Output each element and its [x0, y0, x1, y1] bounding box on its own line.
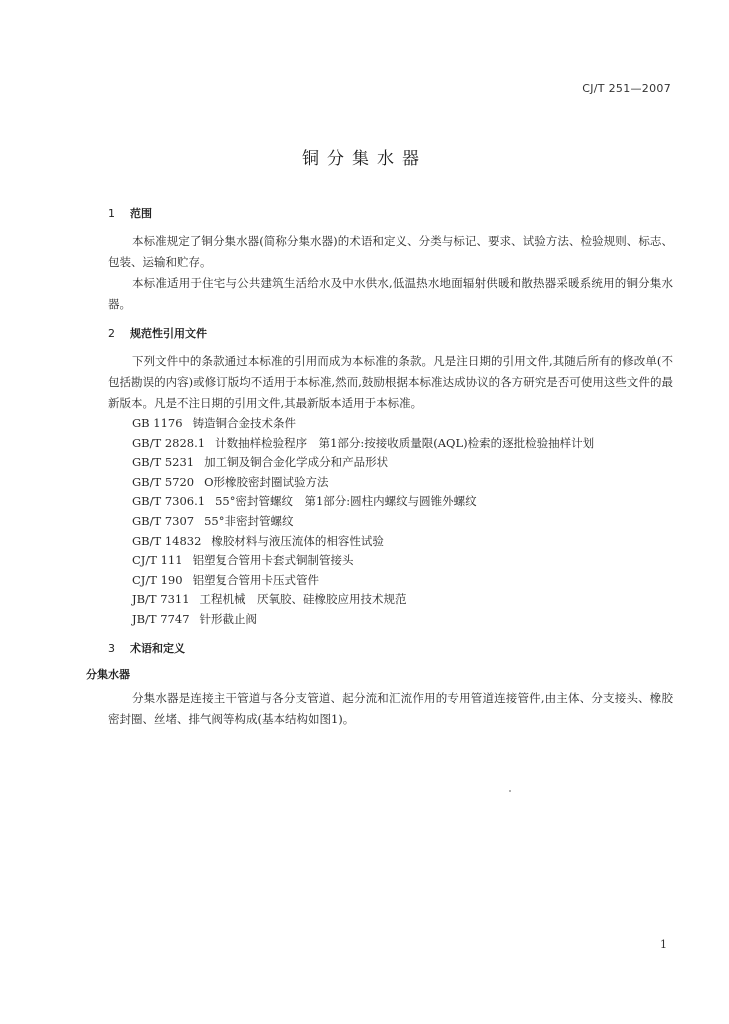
reference-code: JB/T 7747	[132, 611, 190, 626]
reference-code: GB/T 5720	[132, 474, 195, 489]
section-heading-scope	[108, 205, 673, 223]
reference-title: 55°密封管螺纹 第1部分:圆柱内螺纹与圆锥外螺纹	[215, 494, 477, 509]
reference-title: 加工铜及铜合金化学成分和产品形状	[204, 455, 389, 470]
reference-item	[132, 532, 673, 552]
reference-item	[132, 414, 673, 434]
reference-code: CJ/T 111	[132, 553, 183, 568]
reference-code: JB/T 7311	[132, 592, 190, 607]
section-title: 规范性引用文件	[130, 327, 207, 340]
scope-paragraph-1: 本标准规定了铜分集水器(简称分集水器)的术语和定义、分类与标记、要求、试验方法、检验规则、标志、包装、运输和贮存。	[108, 234, 673, 269]
reference-title: 计数抽样检验程序 第1部分:按接收质量限(AQL)检索的逐批检验抽样计划	[215, 435, 595, 450]
reference-code: GB/T 2828.1	[132, 435, 206, 450]
document-title: 铜分集水器	[302, 149, 427, 169]
scan-speck	[509, 790, 511, 792]
document-body	[86, 205, 673, 730]
reference-item	[132, 453, 673, 473]
reference-item	[132, 512, 673, 532]
reference-item	[132, 590, 673, 610]
section-number: 1	[108, 207, 115, 220]
normative-refs-intro: 下列文件中的条款通过本标准的引用而成为本标准的条款。凡是注日期的引用文件,其随后所有的修改单(不包括勘误的内容)或修订版均不适用于本标准,然而,鼓励根据本标准达成协议的各方研究是否可使用这些文件的最新版本。凡是不注日期的引用文件,其最新版本适用于本标准。	[108, 354, 673, 410]
reference-code: GB 1176	[132, 416, 183, 430]
reference-item	[132, 473, 673, 493]
standard-code: CJ/T 251—2007	[582, 82, 671, 95]
page-number: 1	[660, 938, 667, 951]
reference-title: 铸造铜合金技术条件	[192, 416, 297, 430]
reference-title: 橡胶材料与液压流体的相容性试验	[211, 533, 384, 548]
term-definition: 分集水器是连接主干管道与各分支管道、起分流和汇流作用的专用管道连接管件,由主体、分支接头、橡胶密封圈、丝堵、排气阀等构成(基本结构如图1)。	[108, 690, 673, 726]
section-heading-terms	[108, 640, 673, 658]
reference-list	[108, 414, 673, 630]
reference-title: 铝塑复合管用卡套式铜制管接头	[192, 553, 354, 568]
reference-code: GB/T 14832	[132, 533, 202, 548]
reference-code: CJ/T 190	[132, 572, 183, 587]
section-heading-normative-refs	[108, 325, 673, 343]
reference-title: 铝塑复合管用卡压式管件	[192, 572, 320, 587]
section-title: 术语和定义	[130, 641, 185, 655]
reference-item	[132, 610, 673, 630]
reference-code: GB/T 7307	[132, 513, 195, 528]
section-number: 2	[108, 327, 115, 340]
reference-item	[132, 492, 673, 512]
scope-paragraph-2: 本标准适用于住宅与公共建筑生活给水及中水供水,低温热水地面辐射供暖和散热器采暖系统用的铜分集水器。	[108, 276, 673, 311]
reference-title: 55°非密封管螺纹	[204, 513, 294, 528]
reference-code: GB/T 5231	[132, 455, 195, 470]
reference-title: 工程机械 厌氧胶、硅橡胶应用技术规范	[199, 592, 407, 607]
section-title: 范围	[130, 207, 152, 220]
section-number: 3	[108, 641, 115, 655]
reference-item	[132, 551, 673, 571]
reference-title: O形橡胶密封圈试验方法	[204, 474, 329, 489]
reference-item	[132, 571, 673, 591]
reference-title: 针形截止阀	[199, 611, 258, 626]
reference-item	[132, 434, 673, 454]
term-name: 分集水器	[86, 667, 130, 681]
reference-code: GB/T 7306.1	[132, 494, 206, 509]
